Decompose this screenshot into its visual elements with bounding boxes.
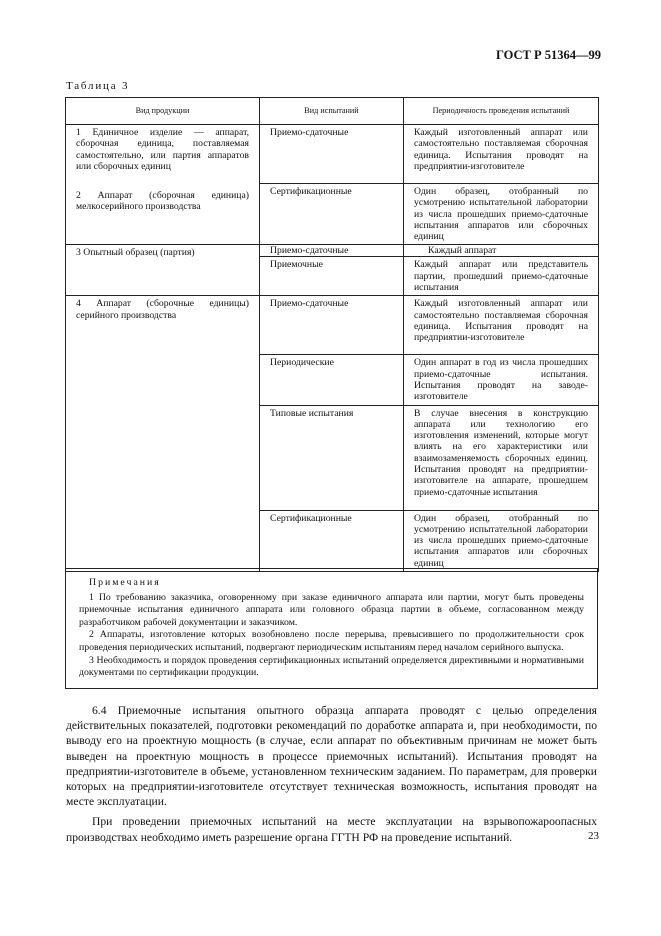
periodicity-cell: Каждый аппарат	[404, 245, 599, 257]
periodicity-cell: Один образец, отобранный по усмотрению испытательной лаборатории из числа прошедших приемо-сдаточные испытания аппаратов или сборочных единиц	[404, 510, 599, 571]
column-header-test-type: Вид испытаний	[260, 98, 404, 125]
test-type-cell: Сертификационные	[260, 510, 404, 571]
standard-designation: ГОСТ Р 51364—99	[495, 48, 601, 62]
paragraph-acceptance-site: При проведении приемочных испытаний на месте эксплуатации на взрывопожароопасных производствах необходимо иметь разрешение органа ГГТН РФ на проведение испытаний.	[66, 815, 597, 844]
test-type-cell: Приемо-сдаточные	[260, 296, 404, 355]
note-item: 1 По требованию заказчика, оговоренному при заказе единичного аппарата или партии, могут быть проведены приемочные испытания единичного аппарата или головного образца партии в объеме, согласованном между разработчиком рабочей документации и заказчиком.	[79, 591, 584, 628]
periodicity-cell: Один аппарат в год из числа прошедших приемо-сдаточные испытания. Испытания проводят на заводе-изготовителе	[404, 355, 599, 405]
table-3	[65, 97, 599, 572]
notes-box	[65, 568, 598, 689]
product-cell: 4 Аппарат (сборочные единицы) серийного производства	[66, 296, 260, 572]
table-row	[66, 125, 599, 184]
test-type-cell: Приемочные	[260, 257, 404, 296]
column-header-periodicity: Периодичность проведения испытаний	[404, 98, 599, 125]
periodicity-cell: Каждый аппарат или представитель партии, прошедший приемо-сдаточные испытания	[404, 257, 599, 296]
test-type-cell: Приемо-сдаточные	[260, 125, 404, 184]
periodicity-cell: Каждый изготовленный аппарат или самостоятельно поставляемая сборочная единица. Испытания проводят на предприятии-изготовителе	[404, 296, 599, 355]
note-item: 3 Необходимость и порядок проведения сертификационных испытаний определяется директивными и нормативными документами по сертификации продукции.	[79, 654, 584, 679]
product-1-text: 1 Единичное изделие — аппарат, сборочная единица, поставляемая самостоятельно, или партия аппаратов или сборочных единиц	[76, 127, 249, 172]
paragraph-6-4: 6.4 Приемочные испытания опытного образца аппарата проводят с целью определения действительных показателей, подготовки рекомендаций по доработке аппарата и, при необходимости, по выводу его на проектную мощность (в случае, если аппарат по объективным причинам не может быть выведен на проектную мощность в процессе приемочных испытаний). Испытания проводят на предприятии-изготовителе в объеме, установленном техническим заданием. По параметрам, для проверки которых на предприятии-изготовителе отсутствует техническая возможность, испытания проводят на месте эксплуатации.	[66, 704, 597, 809]
notes-title: Примечания	[89, 577, 161, 588]
product-cell	[66, 125, 260, 245]
test-type-cell: Приемо-сдаточные	[260, 245, 404, 257]
body-text	[66, 703, 597, 845]
table-row	[66, 245, 599, 257]
product-cell: 3 Опытный образец (партия)	[66, 245, 260, 296]
test-type-cell: Сертификационные	[260, 184, 404, 245]
table-caption: Таблица 3	[66, 80, 130, 92]
periodicity-cell: В случае внесения в конструкцию аппарата или технологию его изготовления изменений, которые могут влиять на его характеристики или взаимозаменяемость сборочных единиц. Испытания проводят на предприятии-изготовителе на аппарате, прошедшем приемо-сдаточные испытания	[404, 405, 599, 510]
column-header-product: Вид продукции	[66, 98, 260, 125]
table-header-row	[66, 98, 599, 125]
table-row	[66, 296, 599, 355]
periodicity-cell: Каждый изготовленный аппарат или самостоятельно поставляемая сборочная единица. Испытания проводят на предприятии-изготовителе	[404, 125, 599, 184]
page-number: 23	[588, 830, 599, 842]
product-2-text: 2 Аппарат (сборочная единица) мелкосерийного производства	[76, 190, 249, 213]
test-type-cell: Типовые испытания	[260, 405, 404, 510]
periodicity-cell: Один образец, отобранный по усмотрению испытательной лаборатории из числа прошедших приемо-сдаточные испытания аппаратов или сборочных единиц	[404, 184, 599, 245]
test-type-cell: Периодические	[260, 355, 404, 405]
note-item: 2 Аппараты, изготовление которых возобновлено после перерыва, превысившего по продолжительности срок проведения периодических испытаний, подвергают периодическим испытаниям перед началом серийного выпуска.	[79, 629, 584, 653]
